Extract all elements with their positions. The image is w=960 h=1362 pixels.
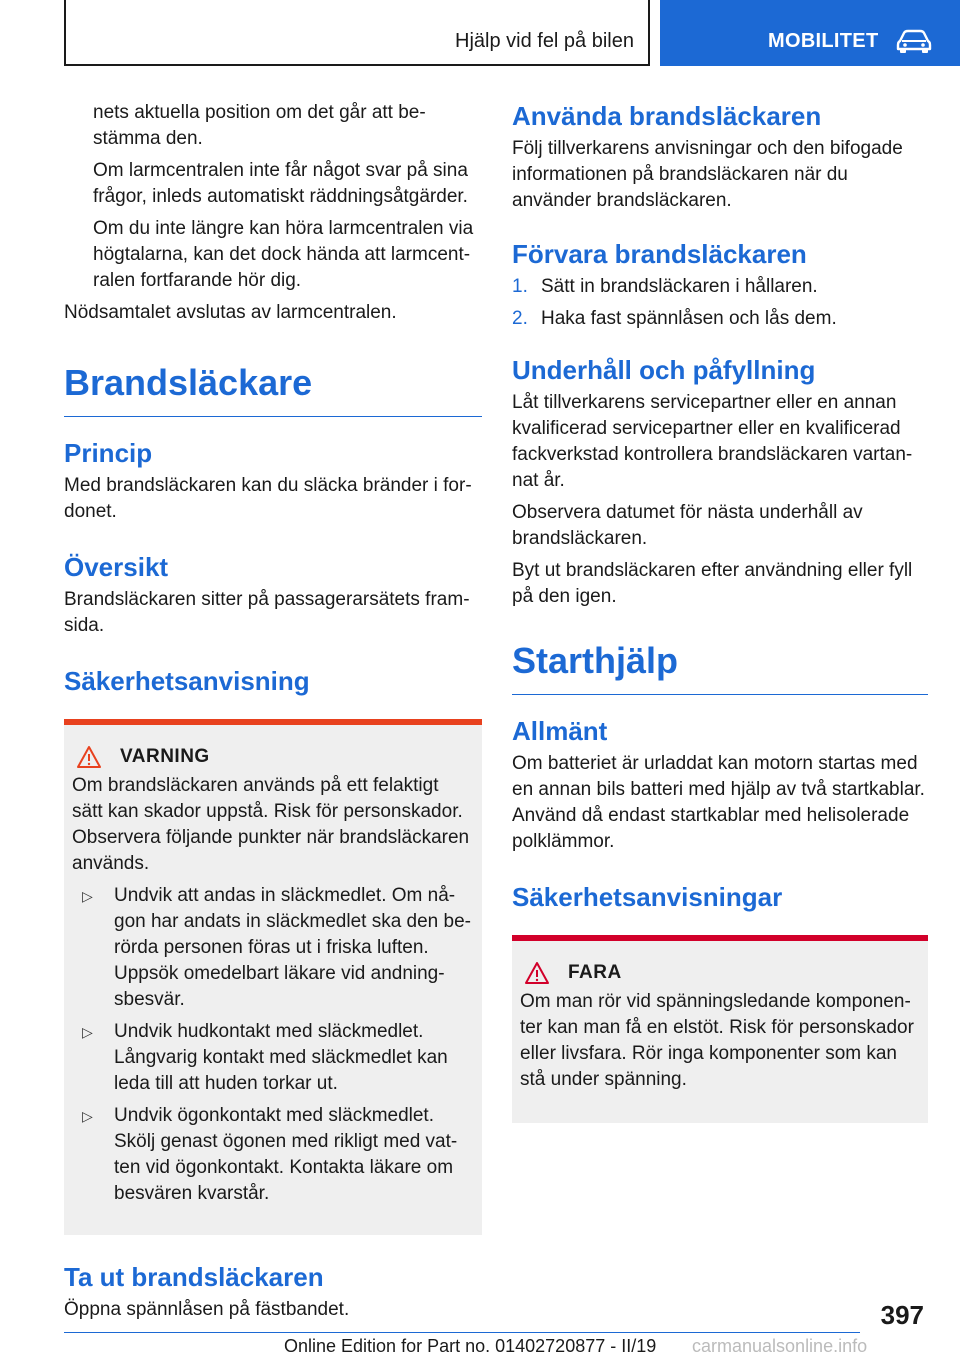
warning-triangle-icon bbox=[524, 961, 550, 985]
heading-jump-start: Starthjälp bbox=[512, 640, 928, 695]
step-text: Sätt in brandsläckaren i hållaren. bbox=[541, 276, 818, 297]
use-text: Följ tillverkarens anvisningar och den bifogade informationen på brandsläckaren när du använder brandsläckaren. bbox=[512, 138, 903, 211]
heading-overview: Översikt bbox=[64, 552, 169, 582]
warning-box bbox=[64, 719, 482, 1235]
car-icon bbox=[896, 28, 932, 54]
heading-principle: Princip bbox=[64, 438, 153, 468]
list-item bbox=[512, 306, 928, 332]
list-item bbox=[72, 1019, 474, 1097]
maintenance-text: Observera datumet för nästa underhåll av brandsläckaren. bbox=[512, 502, 863, 549]
warning-text: Om brandsläckaren används på ett felaktigt sätt kan skador uppstå. Risk för personskador. Observera följande punkter när brandsläckaren används. bbox=[72, 775, 470, 874]
principle-text: Med brandsläckaren kan du släcka bränder i fordonet. bbox=[64, 475, 472, 522]
section-tab bbox=[64, 0, 650, 66]
heading-store: Förvara brandsläckaren bbox=[512, 239, 807, 269]
maintenance-text: Byt ut brandsläckaren efter användning eller fyll på den igen. bbox=[512, 560, 913, 607]
left-column bbox=[64, 100, 482, 1329]
chapter-tab bbox=[660, 0, 960, 66]
watermark: carmanualsonline.info bbox=[692, 1336, 868, 1356]
warning-triangle-icon bbox=[76, 745, 102, 769]
store-steps bbox=[512, 274, 928, 332]
heading-safety: Säkerhetsanvisning bbox=[64, 666, 310, 696]
heading-removal: Ta ut brandsläckaren bbox=[64, 1262, 324, 1292]
heading-fire-extinguisher: Brandsläckare bbox=[64, 362, 482, 417]
overview-text: Brandsläckaren sitter på passagerarsätets framsida. bbox=[64, 589, 470, 636]
intro-paragraph: nets aktuella position om det går att bestämma den. bbox=[93, 102, 426, 149]
section-title: Hjälp vid fel på bilen bbox=[455, 30, 634, 52]
step-number: 2. bbox=[512, 308, 528, 329]
warning-header bbox=[72, 745, 474, 769]
warning-label: VARNING bbox=[120, 746, 210, 767]
intro-paragraph: Nödsamtalet avslutas av larmcentralen. bbox=[64, 302, 397, 323]
list-item bbox=[72, 883, 474, 1013]
triangle-bullet-icon: ▷ bbox=[82, 1108, 93, 1124]
heading-safety-instructions: Säkerhetsanvisningar bbox=[512, 882, 783, 912]
intro-paragraph: Om du inte längre kan höra larmcentralen via högtalarna, kan det dock hända att larmcentralen fortfarande hör dig. bbox=[93, 218, 474, 291]
list-item bbox=[512, 274, 928, 300]
warning-list bbox=[72, 883, 474, 1207]
list-item-text: Undvik att andas in släckmedlet. Om någon har andats in släckmedlet ska den berörda personen föras ut i friska luften. Uppsök omedelbart läkare vid andningsbesvär. bbox=[114, 885, 471, 1010]
intro-paragraph: Om larmcentralen inte får något svar på sina frågor, inleds automatiskt räddningsåtgärder. bbox=[93, 160, 468, 207]
heading-general: Allmänt bbox=[512, 716, 608, 746]
danger-text: Om man rör vid spänningsledande komponenter kan man få en elstöt. Risk för personskador eller livsfara. Rör inga komponenter som kan stå under spänning. bbox=[520, 991, 914, 1090]
footer-divider bbox=[64, 1332, 860, 1333]
step-number: 1. bbox=[512, 276, 528, 297]
list-item-text: Undvik ögonkontakt med släckmedlet. Skölj genast ögonen med rikligt med vatten vid ögonkontakt. Kontakta läkare om besvären kvarstår. bbox=[114, 1105, 458, 1204]
page-number: 397 bbox=[880, 1300, 924, 1330]
page-header bbox=[0, 0, 960, 66]
general-text: Om batteriet är urladdat kan motorn startas med en annan bils batteri med hjälp av två startkablar. Använd då endast startkablar med helisolerade polklämmor. bbox=[512, 753, 925, 852]
triangle-bullet-icon: ▷ bbox=[82, 888, 93, 904]
danger-label: FARA bbox=[568, 962, 622, 983]
list-item bbox=[72, 1103, 474, 1207]
list-item-text: Undvik hudkontakt med släckmedlet. Långvarig kontakt med släckmedlet kan leda till att huden torkar ut. bbox=[114, 1021, 448, 1094]
triangle-bullet-icon: ▷ bbox=[82, 1024, 93, 1040]
removal-text: Öppna spännlåsen på fästbandet. bbox=[64, 1299, 350, 1320]
danger-header bbox=[520, 961, 920, 985]
edition-text: Online Edition for Part no. 01402720877 - II/19 bbox=[284, 1336, 657, 1356]
heading-use: Använda brandsläckaren bbox=[512, 101, 822, 131]
right-column bbox=[512, 100, 928, 1123]
chapter-title: MOBILITET bbox=[768, 30, 879, 52]
step-text: Haka fast spännlåsen och lås dem. bbox=[541, 308, 837, 329]
maintenance-text: Låt tillverkarens servicepartner eller en annan kvalificerad servicepartner eller en kvalificerad fackverkstad kontrollera brandsläckaren vartannat år. bbox=[512, 392, 913, 491]
danger-box bbox=[512, 935, 928, 1123]
heading-maintenance: Underhåll och påfyllning bbox=[512, 355, 816, 385]
